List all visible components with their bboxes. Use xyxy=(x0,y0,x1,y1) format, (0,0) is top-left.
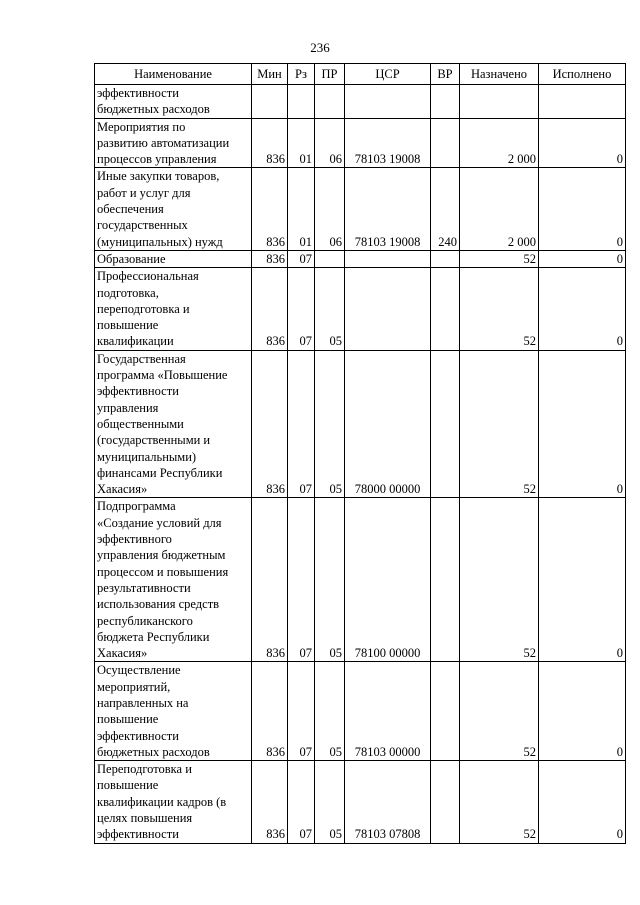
cell-min xyxy=(252,85,288,119)
cell-executed xyxy=(539,85,626,119)
cell-rz: 07 xyxy=(288,268,315,350)
cell-name: Образование xyxy=(95,250,252,267)
header-executed: Исполнено xyxy=(539,64,626,85)
cell-csr xyxy=(345,268,431,350)
cell-pr: 05 xyxy=(315,761,345,843)
cell-executed: 0 xyxy=(539,250,626,267)
cell-name: эффективности бюджетных расходов xyxy=(95,85,252,119)
page-number: 236 xyxy=(310,40,330,55)
cell-name: Мероприятия по развитию автоматизации процессов управления xyxy=(95,118,252,168)
cell-assigned: 52 xyxy=(460,498,539,662)
cell-executed: 0 xyxy=(539,350,626,498)
cell-pr: 05 xyxy=(315,268,345,350)
cell-vr xyxy=(431,85,460,119)
table-row xyxy=(95,168,626,250)
table-header-row xyxy=(95,64,626,85)
cell-min: 836 xyxy=(252,168,288,250)
cell-name: Осуществление мероприятий, направленных на повышение эффективности бюджетных расходов xyxy=(95,662,252,761)
cell-assigned: 2 000 xyxy=(460,118,539,168)
cell-executed: 0 xyxy=(539,662,626,761)
cell-assigned: 2 000 xyxy=(460,168,539,250)
cell-pr: 05 xyxy=(315,498,345,662)
header-csr: ЦСР xyxy=(345,64,431,85)
cell-min: 836 xyxy=(252,498,288,662)
header-name: Наименование xyxy=(95,64,252,85)
cell-pr xyxy=(315,250,345,267)
cell-vr xyxy=(431,268,460,350)
cell-min: 836 xyxy=(252,268,288,350)
header-assigned: Назначено xyxy=(460,64,539,85)
table-row xyxy=(95,761,626,843)
cell-csr: 78103 19008 xyxy=(345,118,431,168)
cell-rz: 07 xyxy=(288,761,315,843)
cell-vr xyxy=(431,118,460,168)
cell-name: Профессиональная подготовка, переподготовка и повышение квалификации xyxy=(95,268,252,350)
cell-pr: 06 xyxy=(315,168,345,250)
cell-rz: 01 xyxy=(288,168,315,250)
table-row xyxy=(95,350,626,498)
cell-csr: 78103 19008 xyxy=(345,168,431,250)
cell-assigned: 52 xyxy=(460,662,539,761)
header-pr: ПР xyxy=(315,64,345,85)
cell-pr: 05 xyxy=(315,662,345,761)
cell-vr xyxy=(431,761,460,843)
cell-pr: 05 xyxy=(315,350,345,498)
cell-executed: 0 xyxy=(539,761,626,843)
table-row xyxy=(95,662,626,761)
cell-rz xyxy=(288,85,315,119)
cell-csr xyxy=(345,85,431,119)
cell-assigned: 52 xyxy=(460,350,539,498)
cell-vr xyxy=(431,498,460,662)
cell-csr xyxy=(345,250,431,267)
cell-executed: 0 xyxy=(539,268,626,350)
table-row xyxy=(95,250,626,267)
cell-executed: 0 xyxy=(539,168,626,250)
table-body xyxy=(95,85,626,844)
cell-name: Переподготовка и повышение квалификации кадров (в целях повышения эффективности xyxy=(95,761,252,843)
cell-min: 836 xyxy=(252,250,288,267)
cell-csr: 78103 07808 xyxy=(345,761,431,843)
cell-min: 836 xyxy=(252,118,288,168)
cell-min: 836 xyxy=(252,761,288,843)
table-row xyxy=(95,268,626,350)
cell-rz: 07 xyxy=(288,498,315,662)
cell-executed: 0 xyxy=(539,118,626,168)
cell-rz: 07 xyxy=(288,662,315,761)
cell-rz: 07 xyxy=(288,250,315,267)
cell-name: Подпрограмма «Создание условий для эффективного управления бюджетным процессом и повышения результативности использования средств республиканского бюджета Республики Хакасия» xyxy=(95,498,252,662)
cell-pr: 06 xyxy=(315,118,345,168)
cell-executed: 0 xyxy=(539,498,626,662)
cell-name: Иные закупки товаров, работ и услуг для обеспечения государственных (муниципальных) нужд xyxy=(95,168,252,250)
cell-csr: 78103 00000 xyxy=(345,662,431,761)
cell-pr xyxy=(315,85,345,119)
header-vr: ВР xyxy=(431,64,460,85)
table-row xyxy=(95,118,626,168)
cell-assigned: 52 xyxy=(460,250,539,267)
cell-min: 836 xyxy=(252,350,288,498)
budget-table xyxy=(94,63,626,844)
table-row xyxy=(95,85,626,119)
cell-assigned: 52 xyxy=(460,761,539,843)
header-min: Мин xyxy=(252,64,288,85)
cell-vr xyxy=(431,662,460,761)
cell-rz: 07 xyxy=(288,350,315,498)
cell-vr xyxy=(431,350,460,498)
cell-assigned: 52 xyxy=(460,268,539,350)
table-row xyxy=(95,498,626,662)
cell-csr: 78100 00000 xyxy=(345,498,431,662)
cell-vr: 240 xyxy=(431,168,460,250)
cell-vr xyxy=(431,250,460,267)
cell-name: Государственная программа «Повышение эффективности управления общественными (государственными и муниципальными) финансами Республики Хакасия» xyxy=(95,350,252,498)
cell-csr: 78000 00000 xyxy=(345,350,431,498)
cell-assigned xyxy=(460,85,539,119)
header-rz: Рз xyxy=(288,64,315,85)
cell-min: 836 xyxy=(252,662,288,761)
cell-rz: 01 xyxy=(288,118,315,168)
